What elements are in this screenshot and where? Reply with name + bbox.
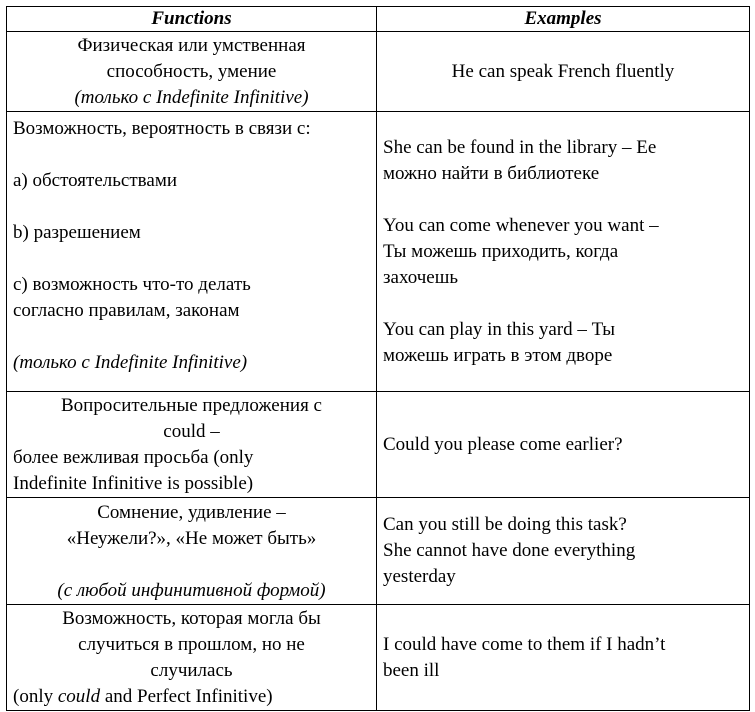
function-text: «Неужели?», «Не может быть» — [66, 528, 317, 549]
function-text: согласно правилам, законам — [13, 300, 240, 321]
function-text: Физическая или умственная — [77, 34, 306, 56]
function-text: Indefinite Infinitive is possible) — [13, 472, 254, 494]
example-text: You can play in this yard – Ты — [383, 318, 616, 340]
example-text: He can speak French fluently — [451, 60, 675, 82]
table-row — [7, 392, 750, 498]
function-text: Возможность, вероятность в связи с: — [13, 118, 311, 139]
example-text: Could you please come earlier? — [383, 433, 623, 455]
function-text: could – — [163, 420, 220, 442]
function-note: (с любой инфинитивной формой) — [57, 580, 326, 601]
function-text: случилась — [150, 659, 233, 681]
function-cell — [7, 498, 377, 605]
example-text: been ill — [383, 659, 440, 681]
example-text: Can you still be doing this task? — [383, 514, 627, 535]
example-text: можно найти в библиотеке — [383, 162, 600, 184]
table-row — [7, 32, 750, 112]
function-cell — [7, 112, 377, 392]
function-text: а) обстоятельствами — [13, 170, 178, 191]
function-text — [13, 684, 370, 710]
examples-header: Examples — [377, 7, 750, 32]
function-text: b) разрешением — [13, 222, 141, 243]
example-text: You can come whenever you want – — [383, 214, 659, 236]
function-cell — [7, 605, 377, 711]
function-text-italic: could — [57, 685, 101, 707]
function-text: Вопросительные предложения с — [60, 394, 322, 416]
function-text-part: (only — [13, 685, 58, 707]
function-text: более вежливая просьба (only — [13, 446, 254, 468]
example-text: She can be found in the library – Ее — [383, 136, 657, 158]
function-text: c) возможность что-то делать — [13, 274, 251, 295]
function-text: способность, умение — [106, 60, 277, 82]
function-text-part: and Perfect Infinitive) — [100, 685, 273, 707]
function-cell — [7, 392, 377, 498]
function-text: Возможность, которая могла бы — [62, 607, 321, 629]
table-row — [7, 112, 750, 392]
example-cell — [377, 32, 750, 112]
example-text: She cannot have done everything — [383, 540, 636, 561]
example-text: захочешь — [383, 266, 459, 288]
table-row — [7, 605, 750, 711]
function-note: (только с Indefinite Infinitive) — [74, 86, 309, 108]
table-row — [7, 498, 750, 605]
header-row — [7, 7, 750, 32]
functions-header: Functions — [7, 7, 377, 32]
function-text: Сомнение, удивление – — [97, 502, 286, 523]
function-cell — [7, 32, 377, 112]
example-text: yesterday — [383, 566, 456, 587]
example-cell — [377, 605, 750, 711]
modal-verbs-table — [6, 6, 750, 711]
example-text: I could have come to them if I hadn’t — [383, 633, 666, 655]
example-cell — [377, 392, 750, 498]
function-note: (только с Indefinite Infinitive) — [13, 352, 248, 373]
example-cell — [377, 112, 750, 392]
example-cell — [377, 498, 750, 605]
example-text: можешь играть в этом дворе — [383, 344, 613, 366]
function-text: случиться в прошлом, но не — [78, 633, 305, 655]
example-text: Ты можешь приходить, когда — [383, 240, 619, 262]
